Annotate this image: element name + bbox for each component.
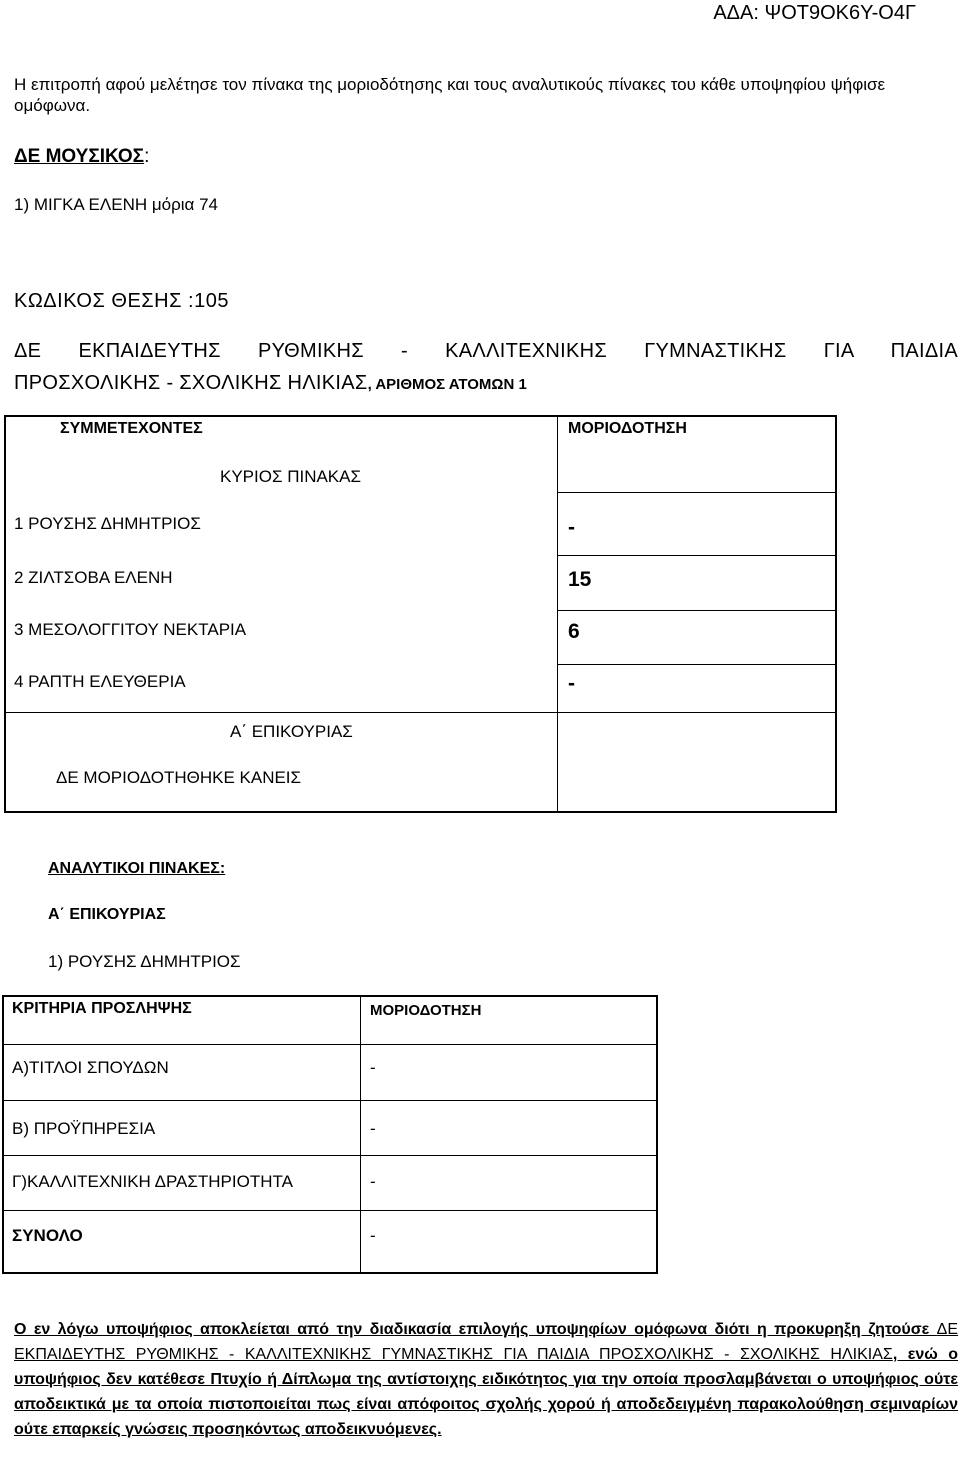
main-table-col-separator (557, 415, 558, 813)
col-criteria: ΚΡΙΤΗΡΙΑ ΠΡΟΣΛΗΨΗΣ (12, 1000, 192, 1017)
criteria-row-value: - (370, 1226, 376, 1245)
criteria-row-label: Β) ΠΡΟΫΠΗΡΕΣΙΑ (12, 1119, 156, 1138)
specialty-line-1: ΔΕ ΕΚΠΑΙΔΕΥΤΗΣ ΡΥΘΜΙΚΗΣ - ΚΑΛΛΙΤΕΧΝΙΚΗΣ ΓΥΜΝΑΣΤΙΚΗΣ ΓΙΑ ΠΑΙΔΙΑ (14, 340, 958, 362)
music-heading (14, 146, 149, 168)
criteria-row-label: Α)ΤΙΤΛΟΙ ΣΠΟΥΔΩΝ (12, 1058, 169, 1077)
position-code: ΚΩΔΙΚΟΣ ΘΕΣΗΣ :105 (14, 290, 229, 312)
table-row-score: - (568, 516, 575, 539)
analytic-table-border-bottom (2, 1272, 658, 1274)
criteria-row-label: ΣΥΝΟΛΟ (12, 1226, 83, 1245)
final-note (14, 1317, 958, 1442)
table-row-name: 4 ΡΑΠΤΗ ΕΛΕΥΘΕΡΙΑ (14, 672, 186, 691)
table-row-score: - (568, 672, 575, 695)
criteria-row-value: - (370, 1058, 376, 1077)
col-score: ΜΟΡΙΟΔΟΤΗΣΗ (568, 420, 687, 437)
main-table-border-left (4, 415, 6, 813)
criteria-row-value: - (370, 1119, 376, 1138)
specialty-line-2-text: ΠΡΟΣΧΟΛΙΚΗΣ - ΣΧΟΛΙΚΗΣ ΗΛΙΚΙΑΣ (14, 372, 368, 394)
criteria-row-label: Γ)ΚΑΛΛΙΤΕΧΝΙΚΗ ΔΡΑΣΤΗΡΙΟΤΗΤΑ (12, 1172, 293, 1191)
main-table-row-line (557, 555, 835, 556)
analytic-table-col-separator (360, 995, 361, 1274)
analytic-subtitle: Α΄ ΕΠΙΚΟΥΡΙΑΣ (48, 906, 166, 923)
analytic-candidate: 1) ΡΟΥΣΗΣ ΔΗΜΗΤΡΙΟΣ (48, 952, 241, 971)
music-heading-colon: : (144, 146, 150, 167)
table-row-name: 2 ΖΙΛΤΣΟΒΑ ΕΛΕΝΗ (14, 568, 173, 587)
music-candidate: 1) ΜΙΓΚΑ ΕΛΕΝΗ μόρια 74 (14, 195, 219, 214)
main-table-border-bottom (4, 811, 837, 813)
analytic-table-row-line (2, 1155, 658, 1156)
final-note-part3: , ενώ ο υποψήφιος δεν κατέθεσε Πτυχίο ή Δίπλωμα της αντίστοιχης ειδικότητος για την οποία προσλαμβάνεται ο υποψήφιος ούτε αποδεικτικά με τα οποία πιστοποιείται πως είναι απόφοιτος σχολής χορού ή αποδεδειγμένη παρακολούθηση σεμιναρίων ούτε επαρκείς γνώσεις προσηκόντως αποδεικνυόμενες. (14, 1346, 959, 1438)
main-table-row-line (557, 712, 835, 713)
analytic-title: ΑΝΑΛΥΤΙΚΟΙ ΠΙΝΑΚΕΣ: (48, 860, 226, 877)
music-heading-text: ΔΕ ΜΟΥΣΙΚΟΣ (14, 146, 145, 167)
analytic-table-row-line (2, 1210, 658, 1211)
main-table-row-line (557, 492, 835, 493)
persons-count: , ΑΡΙΘΜΟΣ ΑΤΟΜΩΝ 1 (367, 376, 527, 393)
main-table-row-line (557, 610, 835, 611)
criteria-row-value: - (370, 1172, 376, 1191)
analytic-table-row-line (2, 1044, 658, 1045)
aux-list-label: Α΄ ΕΠΙΚΟΥΡΙΑΣ (230, 722, 353, 741)
analytic-table-border-left (2, 995, 4, 1274)
table-row-score: 6 (568, 620, 580, 643)
ada-code: ΑΔΑ: ΨΟΤ9ΟΚ6Υ-Ο4Γ (713, 2, 916, 24)
table-row-score: 15 (568, 568, 592, 591)
main-table-border-top (4, 415, 837, 417)
col-analytic-score: ΜΟΡΙΟΔΟΤΗΣΗ (370, 1002, 482, 1019)
main-table-row-line (4, 712, 557, 713)
main-table-border-right (835, 415, 837, 813)
none-scored-label: ΔΕ ΜΟΡΙΟΔΟΤΗΘΗΚΕ ΚΑΝΕΙΣ (56, 768, 302, 787)
final-note-part2: ΔΕ ΕΚΠΑΙΔΕΥΤΗΣ ΡΥΘΜΙΚΗΣ - ΚΑΛΛΙΤΕΧΝΙΚΗΣ ΓΥΜΝΑΣΤΙΚΗΣ ΓΙΑ ΠΑΙΔΙΑ ΠΡΟΣΧΟΛΙΚΗΣ - ΣΧΟΛΙΚΗΣ ΗΛΙΚΙΑΣ (14, 1321, 958, 1363)
analytic-table-border-top (2, 995, 658, 997)
analytic-table-border-right (656, 995, 658, 1274)
final-note-part1: Ο εν λόγω υποψήφιος αποκλείεται από την διαδικασία επιλογής υποψηφίων ομόφωνα διότι η προκυρηξη ζητούσε (14, 1321, 937, 1338)
intro-paragraph: Η επιτροπή αφού μελέτησε τον πίνακα της μοριοδότησης και τους αναλυτικούς πίνακες του κάθε υποψηφίου ψήφισε ομόφωνα. (14, 75, 886, 115)
main-table-row-line (557, 664, 835, 665)
main-list-label: ΚΥΡΙΟΣ ΠΙΝΑΚΑΣ (220, 467, 361, 486)
analytic-table-row-line (2, 1100, 658, 1101)
specialty-line-2 (14, 372, 527, 395)
col-participants: ΣΥΜΜΕΤΕΧΟΝΤΕΣ (60, 420, 203, 437)
table-row-name: 3 ΜΕΣΟΛΟΓΓΙΤΟΥ ΝΕΚΤΑΡΙΑ (14, 620, 247, 639)
table-row-name: 1 ΡΟΥΣΗΣ ΔΗΜΗΤΡΙΟΣ (14, 514, 201, 533)
